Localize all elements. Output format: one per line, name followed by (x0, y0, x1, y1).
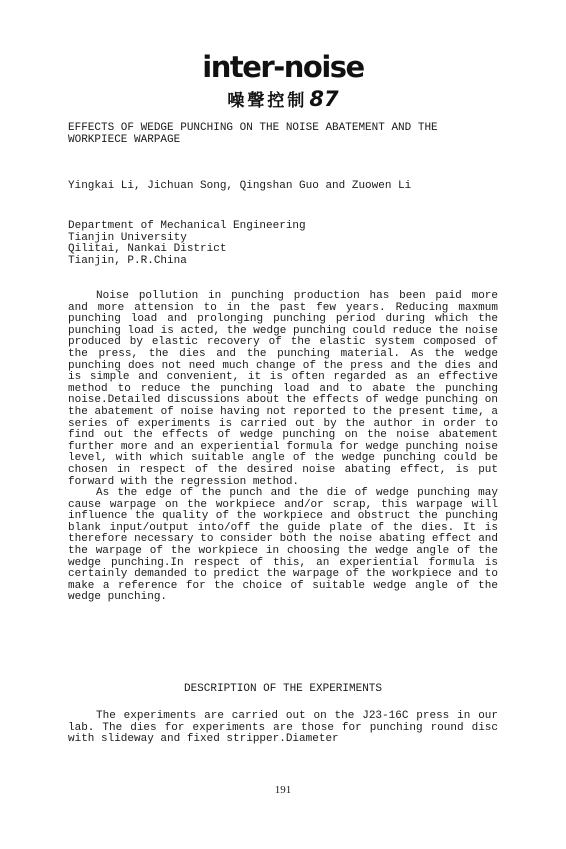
paragraph: Noise pollution in punching production has been paid more and more attension to in the past few years. Reducing maxmum punching load and prolonging punching period during which the punching load is acted, the wedge punching could reduce the noise produced by elastic recovery of the elastic system composed of the press, the dies and the punching material. As the wedge punching does not need much change of the press and the dies and is simple and convenient, it is often regarded as an effective method to reduce the punching load and to abate the punching noise.Detailed discussions about the effects of wedge punching on the abatement of noise having not reported to the present time, a series of experiments is carried out by the author in order to find out the effects of wedge punching on the noise abatement further more and an experiential formula for wedge punching noise level, with which suitable angle of the wedge punching could be chosen in respect of the desired noise abating effect, is put forward with the regression method. (68, 290, 498, 488)
author-list: Yingkai Li, Jichuan Song, Qingshan Guo and Zuowen Li (68, 180, 412, 192)
conference-logo-subtitle (0, 86, 566, 111)
paragraph: The experiments are carried out on the J23-16C press in our lab. The dies for experiments are those for punching round disc with slideway and fixed stripper.Diameter (68, 710, 498, 746)
affiliation-block (68, 221, 498, 267)
title-line: WORKPIECE WARPAGE (68, 133, 181, 146)
title-line: EFFECTS OF WEDGE PUNCHING ON THE NOISE ABATEMENT AND THE (68, 122, 438, 134)
paper-title (68, 123, 498, 146)
section-heading: DESCRIPTION OF THE EXPERIMENTS (183, 683, 383, 695)
page-number: 191 (274, 784, 292, 796)
affiliation-line: Tianjin University (68, 231, 187, 244)
affiliation-line: Tianjin, P.R.China (68, 254, 187, 267)
chinese-logo-text: 噪聲控制 (227, 91, 308, 111)
conference-logo: inter-noise (202, 50, 364, 84)
body-text (68, 291, 498, 604)
body-text-continued (68, 711, 498, 746)
affiliation-line: Qilitai, Nankai District (68, 243, 227, 256)
affiliation-line: Department of Mechanical Engineering (68, 220, 306, 232)
paragraph: As the edge of the punch and the die of wedge punching may cause warpage on the workpiece and/or scrap, this warpage will influence the quality of the workpiece and obstruct the punching blank input/output into/off the guide plate of the dies. It is therefore necessary to consider both the noise abating effect and the warpage of the workpiece in choosing the wedge angle of the wedge punching.In respect of this, an experiential formula is certainly demanded to predict the warpage of the workpiece and to make a reference for the choice of suitable wedge angle of the wedge punching. (68, 487, 498, 604)
conference-year: 87 (309, 87, 339, 111)
